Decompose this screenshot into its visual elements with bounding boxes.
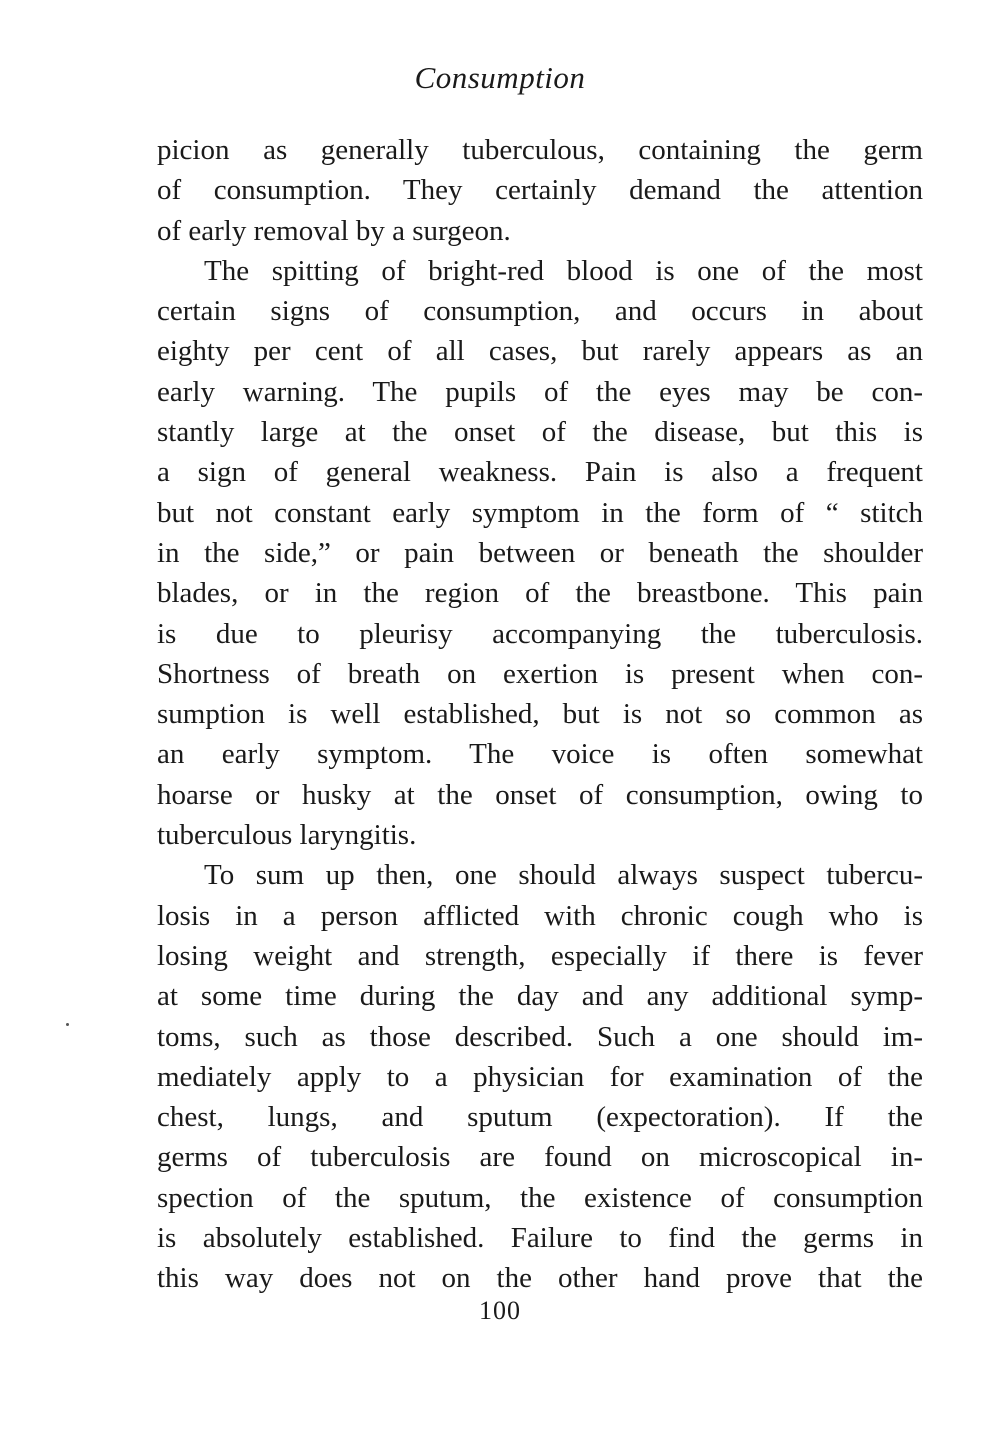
text-line: toms, such as those described. Such a one should im- bbox=[157, 1020, 923, 1053]
text-line: of early removal by a surgeon. bbox=[157, 214, 511, 247]
text-line: To sum up then, one should always suspect tubercu- bbox=[204, 859, 923, 892]
text-line: germs of tuberculosis are found on microscopical in- bbox=[157, 1141, 923, 1174]
text-line: at some time during the day and any additional symp- bbox=[157, 980, 923, 1013]
text-line: mediately apply to a physician for examination of the bbox=[157, 1060, 923, 1093]
text-line: chest, lungs, and sputum (expectoration). If the bbox=[157, 1101, 923, 1134]
text-line: but not constant early symptom in the form of “ stitch bbox=[157, 496, 923, 529]
text-line: losing weight and strength, especially if there is fever bbox=[157, 939, 923, 972]
text-line: of consumption. They certainly demand the attention bbox=[157, 174, 923, 207]
text-line: spection of the sputum, the existence of consumption bbox=[157, 1181, 923, 1214]
running-head: Consumption bbox=[414, 60, 586, 95]
text-line: an early symptom. The voice is often somewhat bbox=[157, 738, 923, 771]
text-line: tuberculous laryngitis. bbox=[157, 819, 417, 852]
text-line: is due to pleurisy accompanying the tuberculosis. bbox=[157, 617, 923, 650]
text-line: sumption is well established, but is not so common as bbox=[157, 698, 923, 731]
body-text bbox=[157, 130, 923, 1299]
text-line: in the side,” or pain between or beneath the shoulder bbox=[157, 536, 923, 569]
text-line: certain signs of consumption, and occurs in about bbox=[157, 295, 923, 328]
text-line: eighty per cent of all cases, but rarely appears as an bbox=[157, 335, 923, 368]
text-line: stantly large at the onset of the disease, but this is bbox=[157, 416, 923, 449]
text-line: picion as generally tuberculous, containing the germ bbox=[157, 134, 923, 166]
text-line: Shortness of breath on exertion is present when con- bbox=[157, 657, 923, 690]
text-line: hoarse or husky at the onset of consumption, owing to bbox=[157, 778, 923, 811]
text-line: is absolutely established. Failure to find the germs in bbox=[157, 1222, 923, 1255]
page-number: 100 bbox=[479, 1296, 521, 1325]
text-line: The spitting of bright-red blood is one of the most bbox=[204, 254, 923, 287]
text-line: blades, or in the region of the breastbone. This pain bbox=[157, 577, 923, 610]
ink-speck bbox=[66, 1023, 69, 1026]
text-line: losis in a person afflicted with chronic cough who is bbox=[157, 899, 923, 932]
text-line: this way does not on the other hand prove that the bbox=[157, 1262, 923, 1295]
text-line: a sign of general weakness. Pain is also a frequent bbox=[157, 456, 923, 489]
text-line: early warning. The pupils of the eyes may be con- bbox=[157, 375, 923, 408]
